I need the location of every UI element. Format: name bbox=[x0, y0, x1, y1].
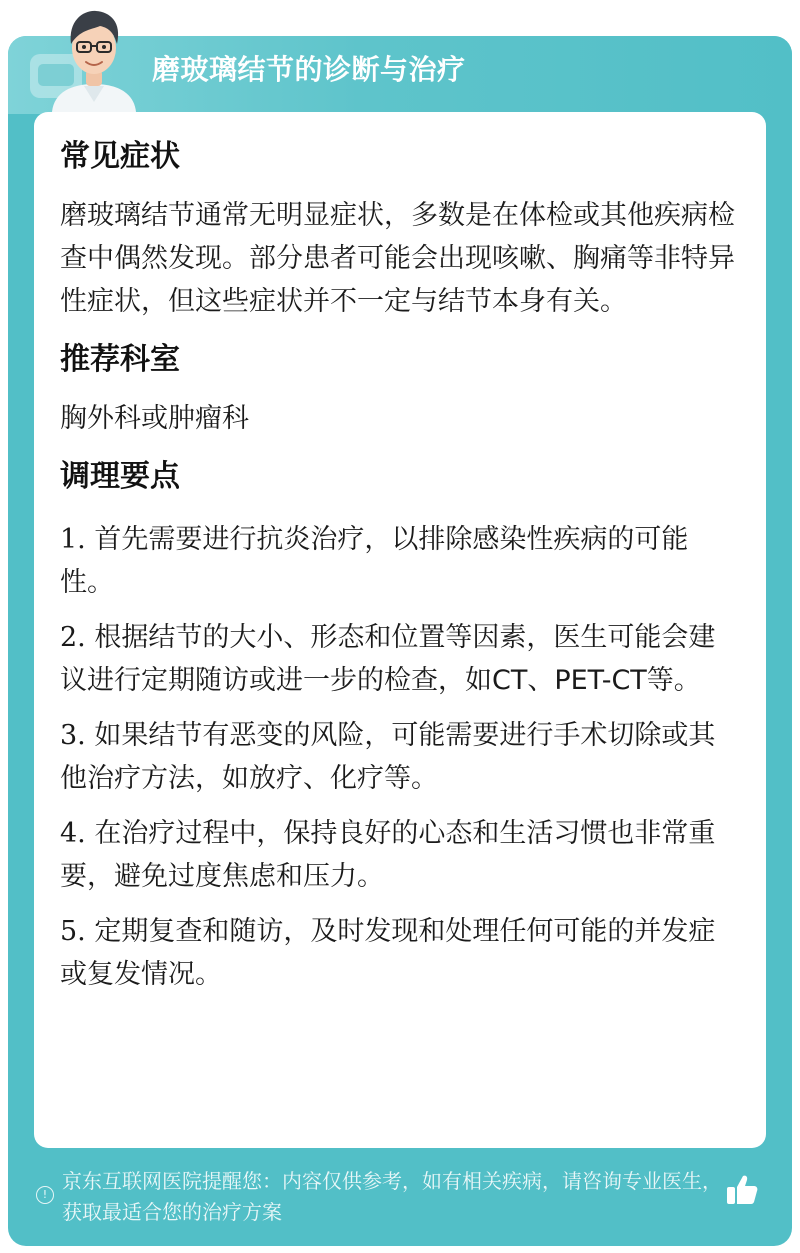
symptoms-text: 磨玻璃结节通常无明显症状，多数是在体检或其他疾病检查中偶然发现。部分患者可能会出现咳嗽、胸痛等非特异性症状，但这些症状并不一定与结节本身有关。 bbox=[60, 200, 735, 317]
article-content bbox=[60, 134, 740, 1008]
page-title: 磨玻璃结节的诊断与治疗 bbox=[152, 53, 466, 86]
list-item-number: 4. bbox=[60, 818, 86, 849]
list-item-text: 首先需要进行抗炎治疗，以排除感染性疾病的可能性。 bbox=[60, 524, 689, 598]
list-item-number: 5. bbox=[60, 916, 86, 947]
list-item-text: 如果结节有恶变的风险，可能需要进行手术切除或其他治疗方法，如放疗、化疗等。 bbox=[60, 720, 716, 794]
list-item bbox=[60, 714, 740, 800]
symptoms-heading: 常见症状 bbox=[60, 139, 180, 174]
list-item-text: 根据结节的大小、形态和位置等因素，医生可能会建议进行定期随访或进一步的检查，如CT、PET-CT等。 bbox=[60, 622, 716, 696]
list-item bbox=[60, 812, 740, 898]
info-icon: ! bbox=[36, 1186, 54, 1204]
list-item bbox=[60, 910, 740, 996]
content-card bbox=[34, 112, 766, 1148]
thumbs-up-icon[interactable] bbox=[724, 1172, 760, 1208]
list-item bbox=[60, 616, 740, 702]
department-text: 胸外科或肿瘤科 bbox=[60, 403, 249, 434]
list-item-number: 2. bbox=[60, 622, 86, 653]
list-item-text: 在治疗过程中，保持良好的心态和生活习惯也非常重要，避免过度焦虑和压力。 bbox=[60, 818, 716, 892]
list-item-number: 3. bbox=[60, 720, 86, 751]
list-item-number: 1. bbox=[60, 524, 86, 555]
department-heading: 推荐科室 bbox=[60, 342, 180, 377]
care-heading: 调理要点 bbox=[60, 459, 180, 494]
list-item-text: 定期复查和随访，及时发现和处理任何可能的并发症或复发情况。 bbox=[60, 916, 716, 990]
list-item bbox=[60, 518, 740, 604]
doctor-avatar-icon bbox=[44, 0, 144, 112]
disclaimer-text: 京东互联网医院提醒您：内容仅供参考，如有相关疾病，请咨询专业医生，获取最适合您的治疗方案 bbox=[62, 1169, 722, 1224]
